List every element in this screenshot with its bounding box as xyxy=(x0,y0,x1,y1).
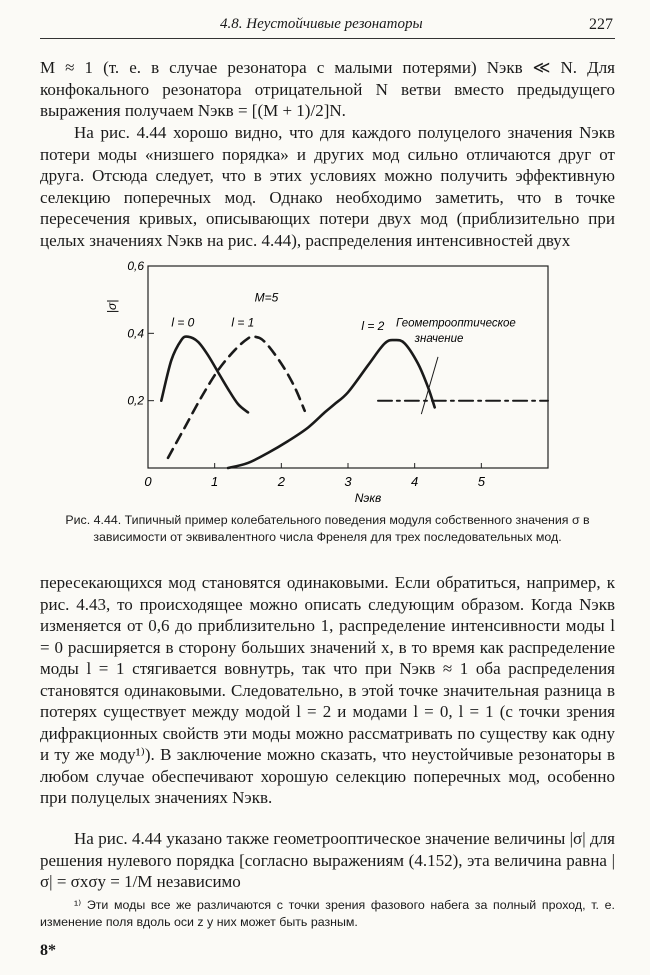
x-tick-label: 1 xyxy=(211,474,219,489)
chart-frame xyxy=(148,266,548,468)
y-tick-label: 0,4 xyxy=(127,326,144,341)
plot-frame xyxy=(148,266,548,468)
figure-caption: Рис. 4.44. Типичный пример колебательного поведения модуля собственного значения σ в зависимости от эквивалентного числа Френеля для трех последовательных мод. xyxy=(65,513,590,544)
x-tick-label: 5 xyxy=(477,474,485,489)
annotation-pointer xyxy=(421,357,438,414)
annotation-geom-optic-1: Геометрооптическое xyxy=(396,317,516,330)
curve-label-l0: l = 0 xyxy=(171,315,195,330)
series-line-l2 xyxy=(228,340,435,468)
footnote: ¹⁾ Эти моды все же различаются с точки зрения фазового набега за полный проход, т. е. изменение поля вдоль оси z у них может быть разным. xyxy=(40,898,615,929)
chart-ticks xyxy=(127,259,485,489)
paragraph-3: пересекающихся мод становятся одинаковыми. Если обратиться, например, к рис. 4.43, то происходящее можно описать следующим образом. Когда Nэкв изменяется от 0,6 до приблизительно 1, распределение интенсивности моды l = 0 расширяется в сторону больших значений x, в то время как распределение моды l = 1 стягивается вовнутрь, так что при Nэкв ≈ 1 оба распределения становятся одинаковыми. Следовательно, в этой точке значительная разница в потерях существует между модой l = 2 и модами l = 0, l = 1 (с точки зрения дифракционных свойств эти моды можно рассматривать по существу как одну и ту же моду¹⁾). В заключение можно сказать, что неустойчивые резонаторы в любом случае обеспечивают хорошую селекцию поперечных мод, особенно при полуцелых значениях Nэкв. xyxy=(40,573,615,807)
chart-labels xyxy=(105,290,516,505)
series-line-l0 xyxy=(161,337,248,413)
x-tick-label: 0 xyxy=(144,474,152,489)
curve-label-l2: l = 2 xyxy=(361,318,385,333)
section-title: 4.8. Неустойчивые резонаторы xyxy=(220,16,423,32)
x-axis-label: Nэкв xyxy=(354,491,382,505)
annotation-m: M=5 xyxy=(254,290,279,305)
paragraph-2: На рис. 4.44 хорошо видно, что для каждого полуцелого значения Nэкв потери моды «низшего порядка» и других мод сильно отличаются друг от друга. Отсюда следует, что в этих условиях можно получить эффективную селекцию поперечных мод. Однако необходимо заметить, что в точке пересечения кривых, описывающих потери двух мод (приблизительно при целых значениях Nэкв на рис. 4.44), распределения интенсивностей двух xyxy=(40,123,615,250)
paragraph-1: M ≈ 1 (т. е. в случае резонатора с малыми потерями) Nэкв ≪ N. Для конфокального резонатора отрицательной N ветви вместо предыдущего выражения получаем Nэкв = [(M + 1)/2]N. xyxy=(40,58,615,120)
x-tick-label: 3 xyxy=(344,474,352,489)
series-line-l1 xyxy=(168,336,305,458)
annotation-geom-optic-2: значение xyxy=(414,332,464,345)
y-tick-label: 0,6 xyxy=(127,259,144,273)
paragraph-4: На рис. 4.44 указано также геометрооптическое значение величины |σ| для решения нулевого порядка [согласно выражениям (4.152), эта величина равна |σ| = σxσy = 1/M независимо xyxy=(40,829,615,891)
y-axis-label: |σ| xyxy=(105,299,119,314)
x-tick-label: 4 xyxy=(411,474,419,489)
sheet-signature: 8* xyxy=(40,942,56,959)
curve-label-l1: l = 1 xyxy=(231,315,255,330)
y-tick-label: 0,2 xyxy=(127,393,144,408)
chart-curves xyxy=(161,336,548,468)
page-number: 227 xyxy=(589,16,613,33)
x-tick-label: 2 xyxy=(277,474,285,489)
